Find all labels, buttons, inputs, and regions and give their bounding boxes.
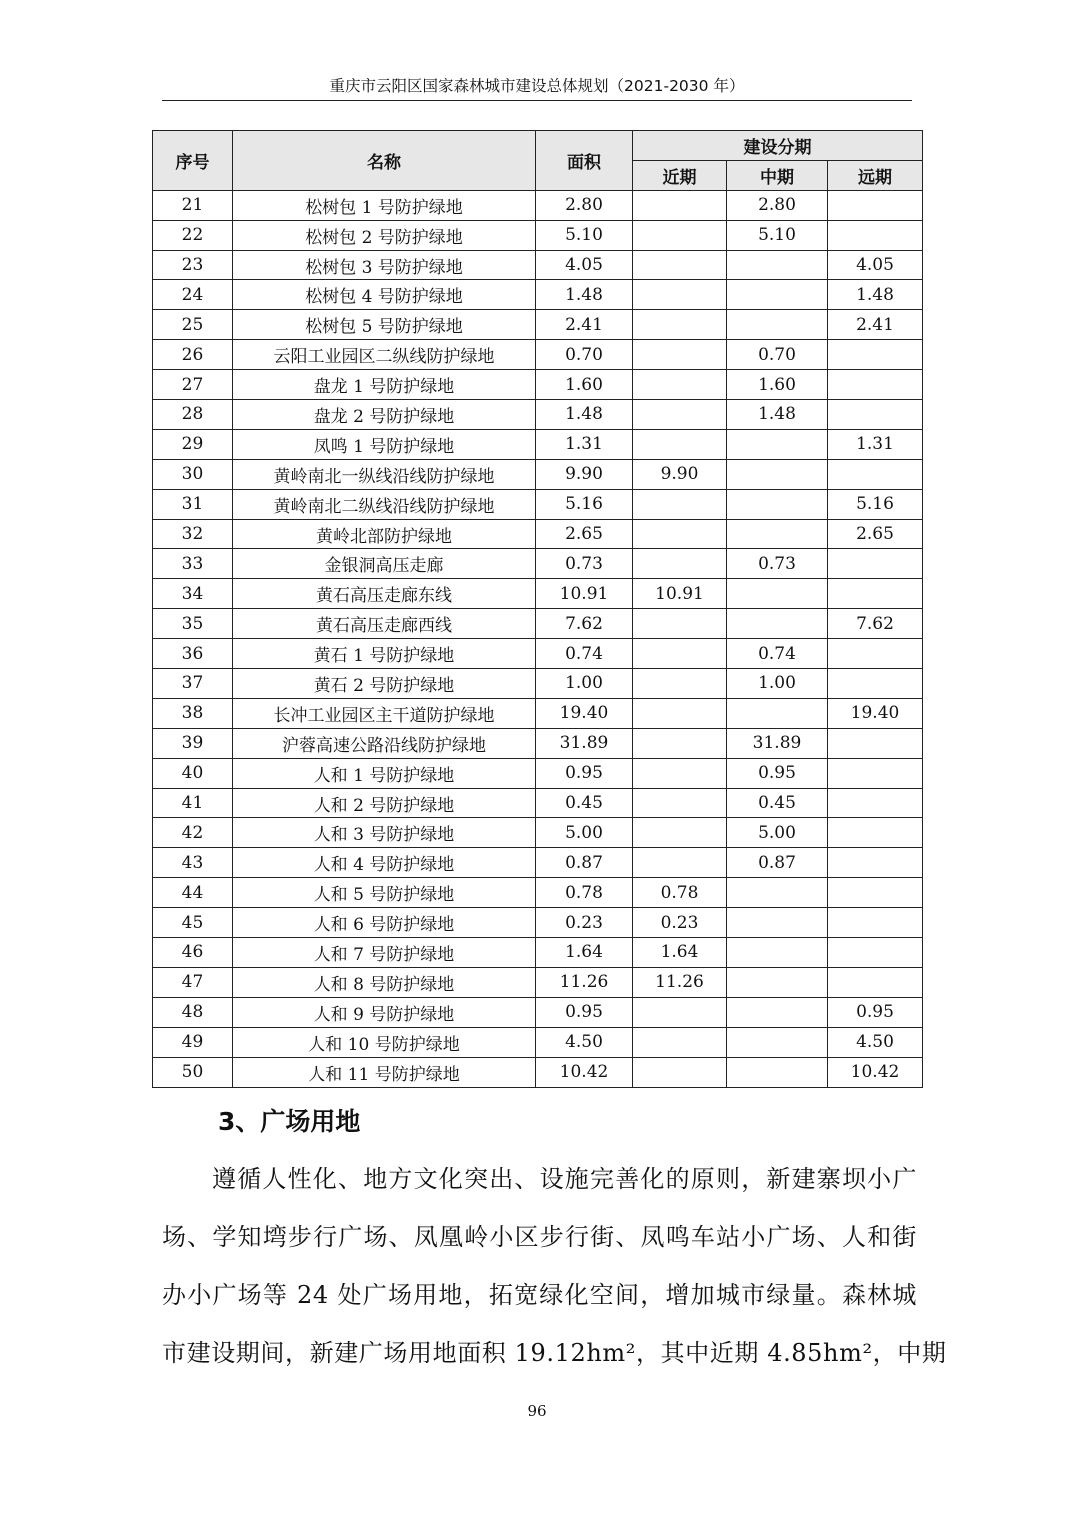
cell-area: 4.50 bbox=[536, 1027, 633, 1057]
cell-near bbox=[633, 1057, 727, 1087]
section-heading: 3、广场用地 bbox=[218, 1107, 361, 1136]
cell-area: 0.23 bbox=[536, 908, 633, 938]
table-row bbox=[153, 609, 923, 639]
cell-area: 11.26 bbox=[536, 967, 633, 997]
cell-mid bbox=[727, 878, 828, 908]
cell-name: 松树包 5 号防护绿地 bbox=[233, 310, 536, 340]
table-row bbox=[153, 1057, 923, 1087]
section-paragraph bbox=[162, 1150, 947, 1382]
cell-near: 0.23 bbox=[633, 908, 727, 938]
page-header-title: 重庆市云阳区国家森林城市建设总体规划（2021-2030 年） bbox=[329, 77, 745, 95]
table-row bbox=[153, 459, 923, 489]
cell-mid bbox=[727, 579, 828, 609]
cell-index: 23 bbox=[153, 250, 233, 280]
cell-area: 0.45 bbox=[536, 788, 633, 818]
cell-index: 45 bbox=[153, 908, 233, 938]
table-row bbox=[153, 818, 923, 848]
cell-index: 28 bbox=[153, 400, 233, 430]
table-row bbox=[153, 1027, 923, 1057]
table-row bbox=[153, 220, 923, 250]
cell-mid: 0.87 bbox=[727, 848, 828, 878]
cell-area: 0.95 bbox=[536, 997, 633, 1027]
cell-name: 黄岭南北二纵线沿线防护绿地 bbox=[233, 489, 536, 519]
cell-mid: 1.00 bbox=[727, 669, 828, 699]
paragraph-line: 办小广场等 24 处广场用地，拓宽绿化空间，增加城市绿量。森林城 bbox=[162, 1281, 917, 1309]
page-number: 96 bbox=[527, 1402, 547, 1420]
cell-area: 0.74 bbox=[536, 639, 633, 669]
cell-index: 34 bbox=[153, 579, 233, 609]
cell-far bbox=[828, 549, 923, 579]
cell-far: 2.41 bbox=[828, 310, 923, 340]
cell-mid bbox=[727, 997, 828, 1027]
cell-far bbox=[828, 938, 923, 968]
cell-mid: 1.48 bbox=[727, 400, 828, 430]
cell-name: 黄石高压走廊西线 bbox=[233, 609, 536, 639]
cell-index: 25 bbox=[153, 310, 233, 340]
cell-area: 1.31 bbox=[536, 429, 633, 459]
cell-far: 2.65 bbox=[828, 519, 923, 549]
cell-area: 5.16 bbox=[536, 489, 633, 519]
cell-near: 0.78 bbox=[633, 878, 727, 908]
cell-name: 松树包 2 号防护绿地 bbox=[233, 220, 536, 250]
cell-far: 10.42 bbox=[828, 1057, 923, 1087]
cell-near bbox=[633, 848, 727, 878]
cell-far bbox=[828, 579, 923, 609]
cell-near bbox=[633, 1027, 727, 1057]
cell-area: 5.10 bbox=[536, 220, 633, 250]
cell-area: 31.89 bbox=[536, 728, 633, 758]
header-far: 远期 bbox=[828, 160, 923, 190]
cell-name: 黄石 1 号防护绿地 bbox=[233, 639, 536, 669]
cell-name: 长冲工业园区主干道防护绿地 bbox=[233, 698, 536, 728]
header-phase-group: 建设分期 bbox=[633, 131, 923, 161]
header-near: 近期 bbox=[633, 160, 727, 190]
header-index: 序号 bbox=[153, 131, 233, 191]
cell-area: 2.41 bbox=[536, 310, 633, 340]
cell-area: 1.00 bbox=[536, 669, 633, 699]
cell-name: 盘龙 2 号防护绿地 bbox=[233, 400, 536, 430]
table-row bbox=[153, 190, 923, 220]
cell-mid bbox=[727, 429, 828, 459]
cell-index: 44 bbox=[153, 878, 233, 908]
cell-near: 10.91 bbox=[633, 579, 727, 609]
cell-near bbox=[633, 190, 727, 220]
cell-name: 人和 5 号防护绿地 bbox=[233, 878, 536, 908]
cell-near bbox=[633, 818, 727, 848]
cell-mid: 2.80 bbox=[727, 190, 828, 220]
cell-name: 松树包 3 号防护绿地 bbox=[233, 250, 536, 280]
cell-index: 24 bbox=[153, 280, 233, 310]
table-header-row bbox=[153, 131, 923, 161]
cell-mid bbox=[727, 1057, 828, 1087]
cell-area: 2.65 bbox=[536, 519, 633, 549]
cell-mid bbox=[727, 459, 828, 489]
header-area: 面积 bbox=[536, 131, 633, 191]
table-row bbox=[153, 370, 923, 400]
cell-index: 36 bbox=[153, 639, 233, 669]
cell-near bbox=[633, 370, 727, 400]
table-row bbox=[153, 938, 923, 968]
cell-name: 人和 6 号防护绿地 bbox=[233, 908, 536, 938]
cell-far: 7.62 bbox=[828, 609, 923, 639]
cell-far: 19.40 bbox=[828, 698, 923, 728]
table-row bbox=[153, 967, 923, 997]
cell-name: 黄岭北部防护绿地 bbox=[233, 519, 536, 549]
cell-near bbox=[633, 728, 727, 758]
paragraph-line: 遵循人性化、地方文化突出、设施完善化的原则，新建寨坝小广 bbox=[212, 1165, 917, 1193]
cell-near bbox=[633, 519, 727, 549]
cell-near: 11.26 bbox=[633, 967, 727, 997]
cell-name: 人和 8 号防护绿地 bbox=[233, 967, 536, 997]
cell-area: 4.05 bbox=[536, 250, 633, 280]
cell-mid: 0.95 bbox=[727, 758, 828, 788]
table-row bbox=[153, 848, 923, 878]
cell-near bbox=[633, 549, 727, 579]
table-row bbox=[153, 280, 923, 310]
cell-near: 1.64 bbox=[633, 938, 727, 968]
cell-area: 0.78 bbox=[536, 878, 633, 908]
table-row bbox=[153, 579, 923, 609]
cell-far: 0.95 bbox=[828, 997, 923, 1027]
header-name: 名称 bbox=[233, 131, 536, 191]
cell-far bbox=[828, 758, 923, 788]
cell-area: 1.60 bbox=[536, 370, 633, 400]
cell-near bbox=[633, 340, 727, 370]
header-divider bbox=[162, 100, 912, 101]
cell-near bbox=[633, 758, 727, 788]
cell-index: 29 bbox=[153, 429, 233, 459]
cell-near bbox=[633, 609, 727, 639]
cell-area: 9.90 bbox=[536, 459, 633, 489]
table-row bbox=[153, 788, 923, 818]
cell-far bbox=[828, 400, 923, 430]
cell-far bbox=[828, 967, 923, 997]
cell-mid: 5.10 bbox=[727, 220, 828, 250]
cell-far bbox=[828, 788, 923, 818]
cell-near bbox=[633, 400, 727, 430]
cell-near bbox=[633, 280, 727, 310]
cell-index: 38 bbox=[153, 698, 233, 728]
cell-index: 42 bbox=[153, 818, 233, 848]
cell-mid: 31.89 bbox=[727, 728, 828, 758]
cell-name: 凤鸣 1 号防护绿地 bbox=[233, 429, 536, 459]
cell-near bbox=[633, 429, 727, 459]
cell-near: 9.90 bbox=[633, 459, 727, 489]
cell-mid bbox=[727, 310, 828, 340]
cell-name: 人和 1 号防护绿地 bbox=[233, 758, 536, 788]
cell-area: 1.48 bbox=[536, 400, 633, 430]
cell-area: 1.64 bbox=[536, 938, 633, 968]
cell-far bbox=[828, 728, 923, 758]
cell-area: 0.70 bbox=[536, 340, 633, 370]
cell-mid bbox=[727, 609, 828, 639]
cell-name: 松树包 4 号防护绿地 bbox=[233, 280, 536, 310]
cell-index: 47 bbox=[153, 967, 233, 997]
cell-far bbox=[828, 370, 923, 400]
cell-near bbox=[633, 220, 727, 250]
cell-name: 人和 4 号防护绿地 bbox=[233, 848, 536, 878]
cell-far bbox=[828, 190, 923, 220]
cell-name: 松树包 1 号防护绿地 bbox=[233, 190, 536, 220]
cell-name: 人和 3 号防护绿地 bbox=[233, 818, 536, 848]
cell-name: 黄石 2 号防护绿地 bbox=[233, 669, 536, 699]
cell-name: 金银洞高压走廊 bbox=[233, 549, 536, 579]
cell-index: 50 bbox=[153, 1057, 233, 1087]
table-row bbox=[153, 310, 923, 340]
cell-name: 黄石高压走廊东线 bbox=[233, 579, 536, 609]
cell-index: 21 bbox=[153, 190, 233, 220]
table-row bbox=[153, 669, 923, 699]
cell-mid bbox=[727, 967, 828, 997]
cell-near bbox=[633, 639, 727, 669]
table-row bbox=[153, 519, 923, 549]
cell-near bbox=[633, 489, 727, 519]
cell-far: 4.05 bbox=[828, 250, 923, 280]
table-row bbox=[153, 728, 923, 758]
cell-far bbox=[828, 848, 923, 878]
cell-far bbox=[828, 639, 923, 669]
cell-name: 沪蓉高速公路沿线防护绿地 bbox=[233, 728, 536, 758]
cell-name: 人和 7 号防护绿地 bbox=[233, 938, 536, 968]
green-space-table bbox=[152, 130, 923, 1088]
cell-mid bbox=[727, 489, 828, 519]
cell-near bbox=[633, 310, 727, 340]
cell-mid: 0.45 bbox=[727, 788, 828, 818]
cell-far bbox=[828, 220, 923, 250]
cell-far: 5.16 bbox=[828, 489, 923, 519]
table-row bbox=[153, 908, 923, 938]
cell-name: 人和 9 号防护绿地 bbox=[233, 997, 536, 1027]
cell-area: 0.73 bbox=[536, 549, 633, 579]
cell-mid: 0.74 bbox=[727, 639, 828, 669]
cell-area: 10.42 bbox=[536, 1057, 633, 1087]
cell-index: 30 bbox=[153, 459, 233, 489]
cell-mid: 1.60 bbox=[727, 370, 828, 400]
cell-mid: 5.00 bbox=[727, 818, 828, 848]
table-body bbox=[153, 190, 923, 1087]
table-row bbox=[153, 698, 923, 728]
cell-far: 4.50 bbox=[828, 1027, 923, 1057]
cell-mid bbox=[727, 250, 828, 280]
cell-mid bbox=[727, 1027, 828, 1057]
cell-far: 1.48 bbox=[828, 280, 923, 310]
cell-index: 35 bbox=[153, 609, 233, 639]
table-row bbox=[153, 400, 923, 430]
cell-area: 1.48 bbox=[536, 280, 633, 310]
cell-index: 32 bbox=[153, 519, 233, 549]
cell-area: 0.95 bbox=[536, 758, 633, 788]
cell-name: 人和 11 号防护绿地 bbox=[233, 1057, 536, 1087]
table-row bbox=[153, 429, 923, 459]
table-row bbox=[153, 878, 923, 908]
cell-far bbox=[828, 878, 923, 908]
cell-near bbox=[633, 250, 727, 280]
cell-near bbox=[633, 997, 727, 1027]
cell-far bbox=[828, 340, 923, 370]
cell-mid bbox=[727, 519, 828, 549]
cell-far bbox=[828, 669, 923, 699]
cell-index: 39 bbox=[153, 728, 233, 758]
cell-near bbox=[633, 669, 727, 699]
cell-near bbox=[633, 698, 727, 728]
cell-index: 49 bbox=[153, 1027, 233, 1057]
cell-index: 46 bbox=[153, 938, 233, 968]
cell-near bbox=[633, 788, 727, 818]
cell-area: 7.62 bbox=[536, 609, 633, 639]
cell-name: 云阳工业园区二纵线防护绿地 bbox=[233, 340, 536, 370]
table-row bbox=[153, 639, 923, 669]
cell-far bbox=[828, 459, 923, 489]
cell-index: 33 bbox=[153, 549, 233, 579]
cell-mid bbox=[727, 698, 828, 728]
cell-area: 2.80 bbox=[536, 190, 633, 220]
table-row bbox=[153, 250, 923, 280]
paragraph-line: 市建设期间，新建广场用地面积 19.12hm²，其中近期 4.85hm²，中期 bbox=[162, 1339, 947, 1367]
cell-index: 41 bbox=[153, 788, 233, 818]
cell-mid bbox=[727, 938, 828, 968]
paragraph-line: 场、学知塆步行广场、凤凰岭小区步行街、凤鸣车站小广场、人和街 bbox=[162, 1223, 917, 1251]
table-row bbox=[153, 997, 923, 1027]
table-row bbox=[153, 489, 923, 519]
cell-area: 19.40 bbox=[536, 698, 633, 728]
cell-index: 26 bbox=[153, 340, 233, 370]
cell-name: 黄岭南北一纵线沿线防护绿地 bbox=[233, 459, 536, 489]
table-row bbox=[153, 549, 923, 579]
table-row bbox=[153, 758, 923, 788]
header-mid: 中期 bbox=[727, 160, 828, 190]
cell-mid bbox=[727, 280, 828, 310]
cell-mid bbox=[727, 908, 828, 938]
cell-far: 1.31 bbox=[828, 429, 923, 459]
cell-area: 10.91 bbox=[536, 579, 633, 609]
cell-index: 43 bbox=[153, 848, 233, 878]
cell-mid: 0.70 bbox=[727, 340, 828, 370]
cell-name: 盘龙 1 号防护绿地 bbox=[233, 370, 536, 400]
cell-index: 27 bbox=[153, 370, 233, 400]
cell-index: 22 bbox=[153, 220, 233, 250]
cell-name: 人和 2 号防护绿地 bbox=[233, 788, 536, 818]
cell-index: 37 bbox=[153, 669, 233, 699]
cell-mid: 0.73 bbox=[727, 549, 828, 579]
cell-index: 40 bbox=[153, 758, 233, 788]
table-row bbox=[153, 340, 923, 370]
cell-area: 5.00 bbox=[536, 818, 633, 848]
cell-index: 31 bbox=[153, 489, 233, 519]
cell-area: 0.87 bbox=[536, 848, 633, 878]
cell-name: 人和 10 号防护绿地 bbox=[233, 1027, 536, 1057]
cell-index: 48 bbox=[153, 997, 233, 1027]
cell-far bbox=[828, 908, 923, 938]
cell-far bbox=[828, 818, 923, 848]
